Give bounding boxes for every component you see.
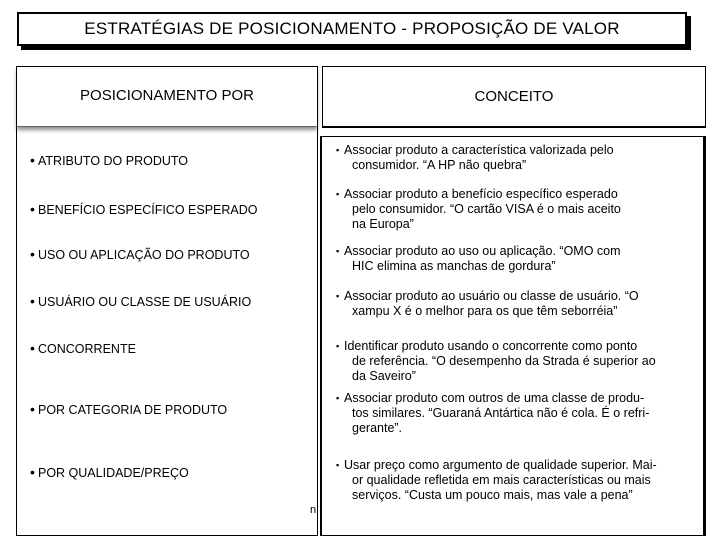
criterion-label: ATRIBUTO DO PRODUTO [38, 154, 189, 168]
concept-item [336, 187, 692, 232]
concept-line: Associar produto a característica valorizada pelo [344, 143, 614, 157]
left-column-header: POSICIONAMENTO POR [17, 67, 317, 127]
bullet-icon: ▪ [336, 341, 340, 351]
concept-line: Associar produto ao usuário ou classe de usuário. “O [344, 289, 639, 303]
criterion-item [30, 293, 252, 309]
criterion-item [30, 464, 189, 480]
concept-line: da Saveiro” [352, 369, 416, 383]
concept-line: Usar preço como argumento de qualidade superior. Mai- [344, 458, 657, 472]
bullet-icon: ▪ [336, 246, 340, 256]
concept-line: xampu X é o melhor para os que têm seborréia” [352, 304, 618, 318]
concept-line: gerante”. [352, 421, 403, 435]
bullet-icon: • [30, 152, 35, 168]
concept-item [336, 289, 692, 319]
concept-line: consumidor. “A HP não quebra” [352, 158, 527, 172]
criterion-item [30, 201, 258, 217]
criterion-label: BENEFÍCIO ESPECÍFICO ESPERADO [38, 203, 258, 217]
concept-item [336, 458, 692, 503]
concept-line: Associar produto a benefício específico esperado [344, 187, 618, 201]
concept-item [336, 244, 692, 274]
bullet-icon: • [30, 401, 35, 417]
slide-title: ESTRATÉGIAS DE POSICIONAMENTO - PROPOSIÇÃO DE VALOR [17, 12, 687, 46]
criterion-item [30, 246, 250, 262]
concept-line: na Europa” [352, 217, 414, 231]
concept-item [336, 391, 692, 436]
criterion-label: POR CATEGORIA DE PRODUTO [38, 403, 228, 417]
bullet-icon: ▪ [336, 189, 340, 199]
right-column-header: CONCEITO [322, 66, 706, 128]
bullet-icon: ▪ [336, 145, 340, 155]
bullet-icon: • [30, 201, 35, 217]
concept-line: pelo consumidor. “O cartão VISA é o mais aceito [352, 202, 621, 216]
concept-line: or qualidade refletida em mais características ou mais [352, 473, 651, 487]
concept-line: tos similares. “Guaraná Antártica não é cola. É o refri- [352, 406, 650, 420]
concept-line: Identificar produto usando o concorrente como ponto [344, 339, 638, 353]
bullet-icon: ▪ [336, 460, 340, 470]
concept-line: Associar produto com outros de uma classe de produ- [344, 391, 645, 405]
criterion-item [30, 152, 189, 168]
concept-item [336, 339, 692, 384]
criterion-label: POR QUALIDADE/PREÇO [38, 466, 189, 480]
concept-item [336, 143, 692, 173]
concept-line: de referência. “O desempenho da Strada é superior ao [352, 354, 656, 368]
concept-line: Associar produto ao uso ou aplicação. “OMO com [344, 244, 621, 258]
concept-line: serviços. “Custa um pouco mais, mas vale a pena” [352, 488, 633, 502]
criterion-item [30, 340, 136, 356]
criterion-label: USO OU APLICAÇÃO DO PRODUTO [38, 248, 250, 262]
bullet-icon: ▪ [336, 393, 340, 403]
bullet-icon: • [30, 293, 35, 309]
criterion-label: USUÁRIO OU CLASSE DE USUÁRIO [38, 295, 252, 309]
bullet-icon: ▪ [336, 291, 340, 301]
bullet-icon: • [30, 464, 35, 480]
criterion-label: CONCORRENTE [38, 342, 136, 356]
bullet-icon: • [30, 246, 35, 262]
footer-fragment: n [310, 504, 317, 516]
bullet-icon: • [30, 340, 35, 356]
concept-line: HIC elimina as manchas de gordura” [352, 259, 556, 273]
criterion-item [30, 401, 228, 417]
